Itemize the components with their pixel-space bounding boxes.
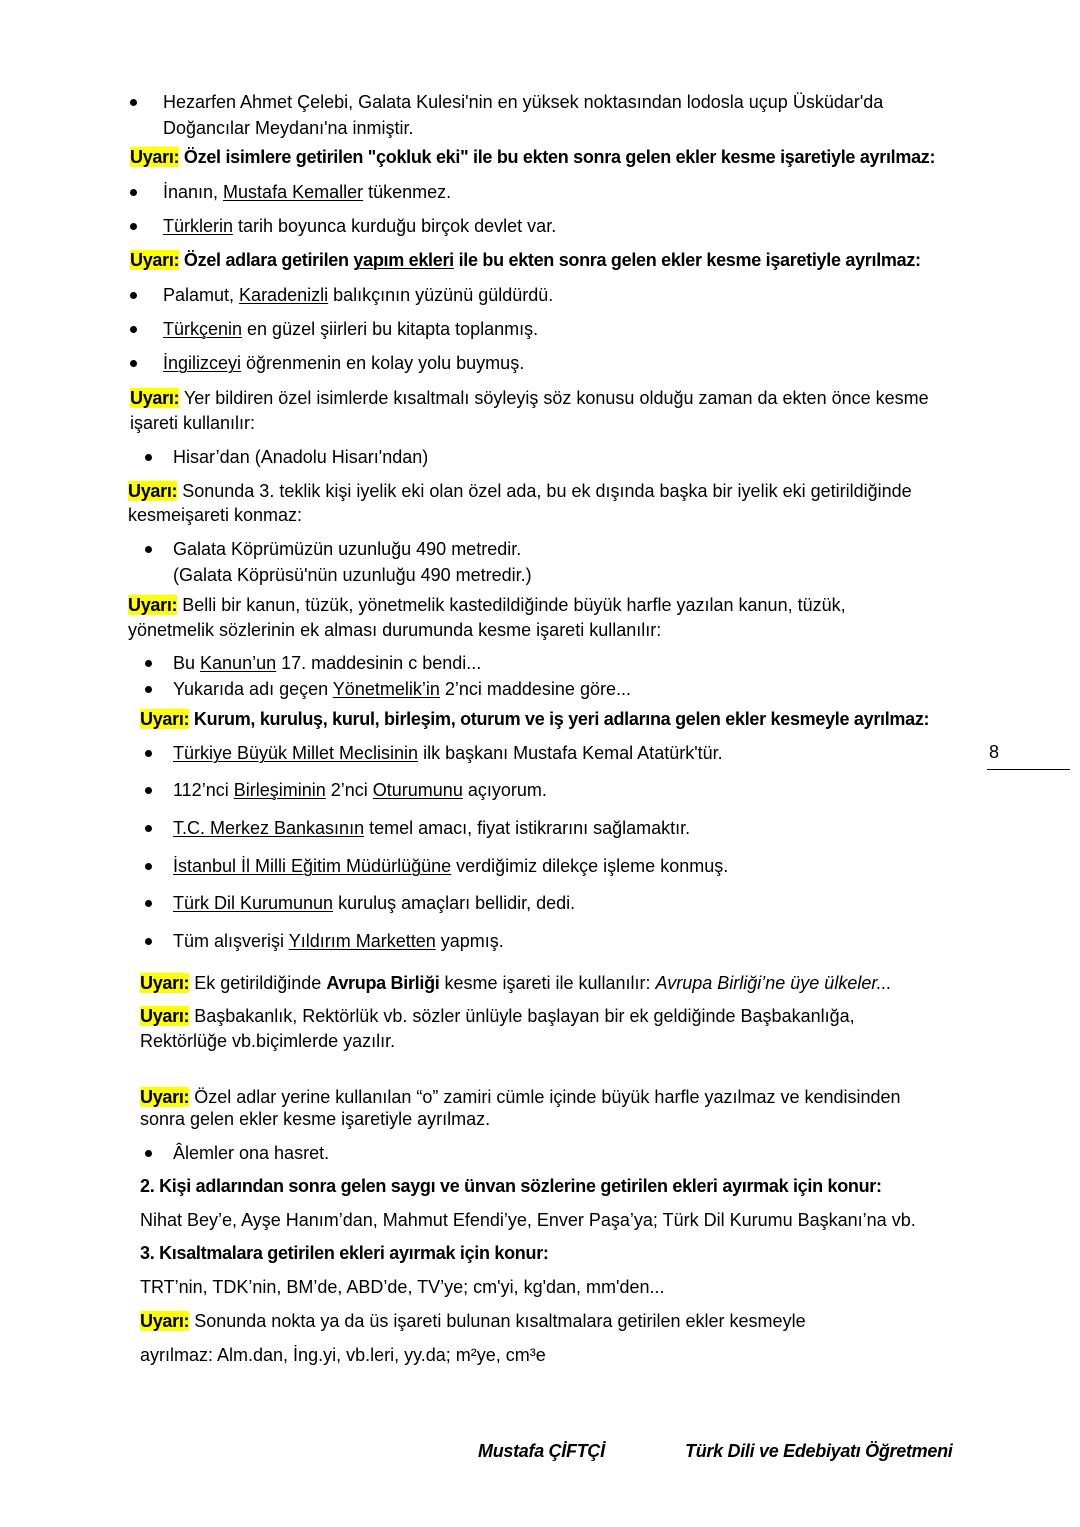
underlined-term: İstanbul İl Milli Eğitim Müdürlüğüne <box>173 856 452 876</box>
text-run: Hezarfen Ahmet Çelebi, Galata Kulesi'nin en yüksek noktasından lodosla uçup Üsküdar'da <box>163 92 884 112</box>
bold-text: Özel isimlere getirilen "çokluk eki" ile bu ekten sonra gelen ekler kesme işaretiyle ayrılmaz: <box>179 147 936 167</box>
warning-label: Uyarı: <box>130 388 180 408</box>
text-line <box>173 1142 329 1164</box>
text-line <box>173 564 532 586</box>
text-line <box>140 1030 395 1052</box>
warning-label: Uyarı: <box>140 1087 190 1107</box>
text-line <box>173 446 428 468</box>
bullet-icon <box>145 863 152 870</box>
text-line <box>173 779 547 801</box>
example-text: Avrupa Birliği’ne üye ülkeler... <box>655 973 892 993</box>
text-line <box>140 1242 549 1264</box>
text-run: 17. maddesinin c bendi... <box>276 653 482 673</box>
text-line <box>173 817 690 839</box>
text-run: ayrılmaz: Alm.dan, İng.yi, vb.leri, yy.da; m²ye, cm³e <box>140 1345 546 1365</box>
text-line <box>173 742 723 764</box>
text-line <box>128 480 912 502</box>
page-number: 8 <box>989 742 1000 762</box>
bullet-icon <box>145 660 152 667</box>
text-run: Palamut, <box>163 285 240 305</box>
text-line <box>173 538 521 560</box>
underlined-term: T.C. Merkez Bankasının <box>173 818 365 838</box>
text-run: Nihat Bey’e, Ayşe Hanım’dan, Mahmut Efendi’ye, Enver Paşa’ya; Türk Dil Kurumu Başkanı’na vb. <box>140 1210 916 1230</box>
text-run: 112’nci <box>173 780 234 800</box>
bullet-icon <box>130 189 137 196</box>
bullet-icon <box>145 750 152 757</box>
text-run: Yukarıda adı geçen <box>173 679 333 699</box>
text-run: en güzel şiirleri bu kitapta toplanmış. <box>242 319 539 339</box>
bullet-icon <box>130 360 137 367</box>
underlined-term: Türkçenin <box>163 319 243 339</box>
bold-text: Kurum, kuruluş, kurul, birleşim, oturum ve iş yeri adlarına gelen ekler kesmeyle ayrılmaz: <box>189 709 930 729</box>
text-line <box>163 215 556 237</box>
text-line <box>128 504 302 526</box>
text-line <box>163 117 414 139</box>
underlined-term: İngilizceyi <box>163 353 242 373</box>
text-line <box>163 91 883 113</box>
text-line <box>173 930 504 952</box>
text-run: tükenmez. <box>363 182 452 202</box>
text-line <box>140 1209 916 1231</box>
text-line <box>140 1005 855 1027</box>
text-line <box>163 352 524 374</box>
text-run: (Galata Köprüsü'nün uzunluğu 490 metredir.) <box>173 565 532 585</box>
warning-label: Uyarı: <box>130 147 180 167</box>
underlined-term: Yıldırım Marketten <box>288 931 436 951</box>
footer-role: Türk Dili ve Edebiyatı Öğretmeni <box>685 1441 953 1461</box>
footer-author: Mustafa ÇİFTÇİ <box>478 1441 605 1461</box>
underlined-term: Türkiye Büyük Millet Meclisinin <box>173 743 419 763</box>
text-run: yapmış. <box>435 931 504 951</box>
bullet-icon <box>130 99 137 106</box>
text-run: Tüm alışverişi <box>173 931 289 951</box>
text-line <box>128 594 846 616</box>
warning-label: Uyarı: <box>140 709 190 729</box>
text-run: Özel adlar yerine kullanılan “o” zamiri cümle içinde büyük harfle yazılmaz ve kendisinden <box>189 1087 901 1107</box>
underlined-term: Türklerin <box>163 216 234 236</box>
warning-label: Uyarı: <box>128 481 178 501</box>
text-run: kuruluş amaçları bellidir, dedi. <box>333 893 576 913</box>
text-run: yönetmelik sözlerinin ek alması durumunda kesme işareti kullanılır: <box>128 620 662 640</box>
text-line <box>163 318 538 340</box>
text-run: temel amacı, fiyat istikrarını sağlamaktır. <box>364 818 691 838</box>
text-line <box>140 1108 490 1130</box>
bullet-icon <box>130 326 137 333</box>
text-line <box>140 1310 806 1332</box>
bullet-icon <box>145 900 152 907</box>
text-run: işareti kullanılır: <box>130 413 256 433</box>
text-run: öğrenmenin en kolay yolu buymuş. <box>241 353 525 373</box>
text-run: Galata Köprümüzün uzunluğu 490 metredir. <box>173 539 522 559</box>
text-line <box>163 284 553 306</box>
underlined-term: Birleşiminin <box>233 780 326 800</box>
text-run: Rektörlüğe vb.biçimlerde yazılır. <box>140 1031 396 1051</box>
underlined-term: Kanun’un <box>200 653 277 673</box>
text-line <box>128 619 661 641</box>
text-run: Doğancılar Meydanı'na inmiştir. <box>163 118 414 138</box>
underlined-term: Yönetmelik’in <box>332 679 440 699</box>
text-line <box>173 855 728 877</box>
text-line <box>140 1344 546 1366</box>
text-run: Âlemler ona hasret. <box>173 1143 330 1163</box>
text-run: Sonunda nokta ya da üs işareti bulunan kısaltmalara getirilen ekler kesmeyle <box>189 1311 806 1331</box>
warning-label: Uyarı: <box>140 1006 190 1026</box>
bullet-icon <box>145 546 152 553</box>
bullet-icon <box>145 1150 152 1157</box>
bullet-icon <box>145 938 152 945</box>
bullet-icon <box>130 223 137 230</box>
text-run: açıyorum. <box>462 780 547 800</box>
warning-label: Uyarı: <box>140 973 190 993</box>
warning-label: Uyarı: <box>130 250 180 270</box>
text-run: Yer bildiren özel isimlerde kısaltmalı söyleyiş söz konusu olduğu zaman da ekten önce kesme <box>179 388 929 408</box>
text-run: Hisar’dan (Anadolu Hisarı'ndan) <box>173 447 429 467</box>
text-run: Bu <box>173 653 201 673</box>
bullet-icon <box>130 292 137 299</box>
text-line <box>140 972 892 994</box>
text-run: balıkçının yüzünü güldürdü. <box>328 285 554 305</box>
bullet-icon <box>145 454 152 461</box>
warning-label: Uyarı: <box>128 595 178 615</box>
bullet-icon <box>145 686 152 693</box>
bullet-icon <box>145 825 152 832</box>
text-line <box>173 652 481 674</box>
underlined-term: Karadenizli <box>239 285 329 305</box>
text-run: tarih boyunca kurduğu birçok devlet var. <box>233 216 557 236</box>
text-line <box>130 387 929 409</box>
underlined-term: Mustafa Kemaller <box>223 182 364 202</box>
text-line <box>140 1276 665 1298</box>
underlined-term: Oturumunu <box>372 780 463 800</box>
text-run: ilk başkanı Mustafa Kemal Atatürk'tür. <box>418 743 723 763</box>
warning-label: Uyarı: <box>140 1311 190 1331</box>
text-line <box>130 412 255 434</box>
bold-text: 2. Kişi adlarından sonra gelen saygı ve ünvan sözlerine getirilen ekleri ayırmak için konur: <box>140 1176 882 1196</box>
underlined-term: Türk Dil Kurumunun <box>173 893 334 913</box>
bold-text: Avrupa Birliği <box>326 973 440 993</box>
bold-text: 3. Kısaltmalara getirilen ekleri ayırmak için konur: <box>140 1243 549 1263</box>
text-run: sonra gelen ekler kesme işaretiyle ayrılmaz. <box>140 1109 491 1129</box>
bold-text: ile bu ekten sonra gelen ekler kesme işaretiyle ayrılmaz: <box>453 250 921 270</box>
bold-text: Özel adlara getirilen <box>179 250 354 270</box>
page-number-rule <box>987 769 1070 770</box>
text-run: Sonunda 3. teklik kişi iyelik eki olan özel ada, bu ek dışında başka bir iyelik eki getirildiğinde <box>177 481 912 501</box>
text-line <box>140 1175 882 1197</box>
text-run: İnanın, <box>163 182 224 202</box>
text-line <box>140 708 929 730</box>
text-run: 2’nci maddesine göre... <box>439 679 631 699</box>
text-line <box>130 249 921 271</box>
text-run: Belli bir kanun, tüzük, yönetmelik kastedildiğinde büyük harfle yazılan kanun, tüzük, <box>177 595 846 615</box>
bullet-icon <box>145 787 152 794</box>
text-run: Başbakanlık, Rektörlük vb. sözler ünlüyle başlayan bir ek geldiğinde Başbakanlığa, <box>189 1006 855 1026</box>
text-line <box>173 678 631 700</box>
text-run: Ek getirildiğinde <box>189 973 327 993</box>
text-line <box>163 181 451 203</box>
text-run: kesmeişareti konmaz: <box>128 505 303 525</box>
text-run: verdiğimiz dilekçe işleme konmuş. <box>451 856 729 876</box>
text-run: TRT’nin, TDK’nin, BM’de, ABD’de, TV’ye; cm'yi, kg'dan, mm'den... <box>140 1277 665 1297</box>
text-run: kesme işareti ile kullanılır: <box>439 973 656 993</box>
text-run: 2’nci <box>325 780 373 800</box>
underlined-term: yapım ekleri <box>353 250 454 270</box>
text-line <box>130 146 935 168</box>
text-line <box>173 892 575 914</box>
text-line <box>140 1086 901 1108</box>
